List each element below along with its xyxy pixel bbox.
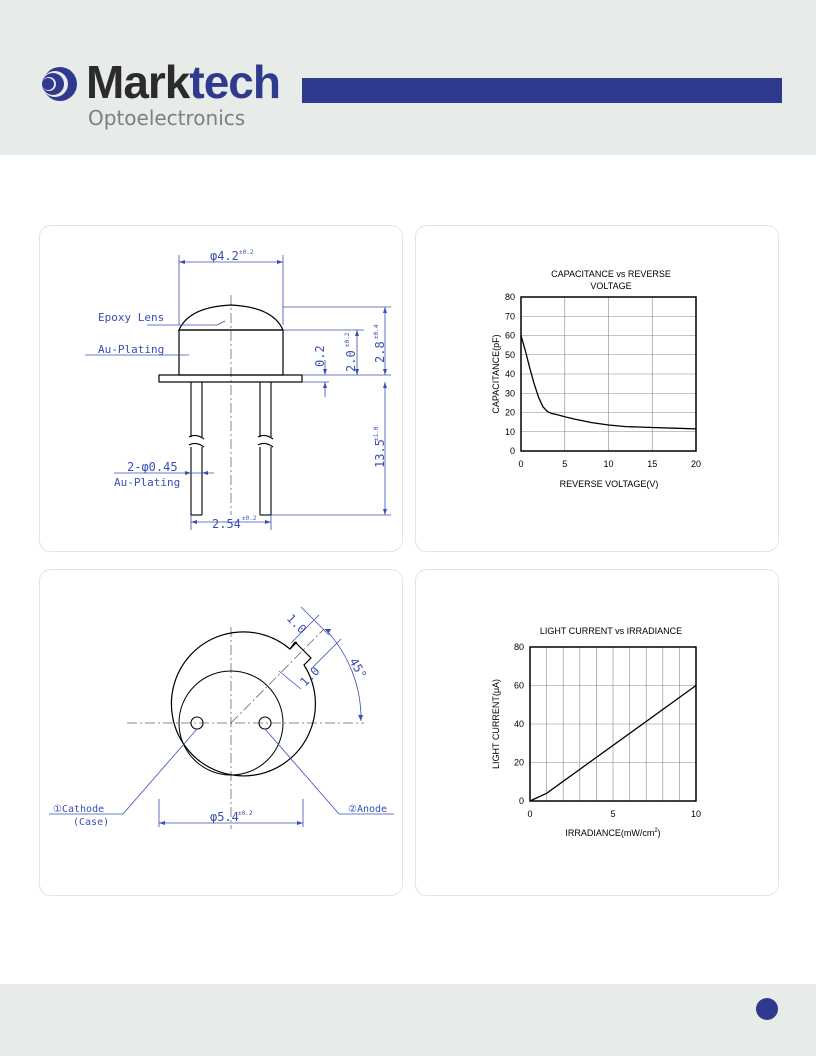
dim-2-8-label: 2.8 <box>373 341 387 363</box>
pitch-label: 2.54 <box>212 517 241 531</box>
cap-ytick-label: 70 <box>504 311 515 322</box>
tab-width-label: 1.0 <box>283 611 310 637</box>
dim-2-0-tol: ±0.2 <box>344 332 351 347</box>
cap-ytick-label: 80 <box>504 292 515 302</box>
marktech-logo-icon <box>42 64 82 104</box>
side-view-drawing <box>39 225 401 550</box>
dim-0-2-label: 0.2 <box>313 345 327 367</box>
cap-ytick-label: 30 <box>504 388 515 399</box>
lc-xlabel-end: ) <box>657 828 661 838</box>
lead-plating-label: Au-Plating <box>114 476 181 489</box>
page-marker-dot <box>756 998 778 1020</box>
lc-chart-xlabel <box>565 828 660 838</box>
dim-2-8-tol: ±0.4 <box>373 324 380 339</box>
bottom-view-drawing <box>39 569 401 894</box>
header-accent-bar <box>302 78 782 103</box>
au-plating-label: Au-Plating <box>98 343 165 356</box>
side-diameter-tol: ±0.2 <box>239 249 254 256</box>
cap-xtick-label: 5 <box>562 459 568 469</box>
lc-xtick-label: 0 <box>527 809 533 819</box>
cap-ytick-label: 60 <box>504 330 515 341</box>
lc-chart-ylabel: LIGHT CURRENT(μA) <box>491 678 501 770</box>
cap-xtick-label: 10 <box>603 459 614 469</box>
light-current-chart <box>415 569 777 894</box>
brand-name <box>86 56 280 108</box>
epoxy-lens-label: Epoxy Lens <box>98 311 165 324</box>
pitch-tol: ±0.2 <box>242 515 257 522</box>
footer-band <box>0 984 816 1056</box>
lc-ytick-label: 40 <box>513 719 524 729</box>
side-diameter-label: φ4.2 <box>210 249 239 263</box>
cap-chart-ticks <box>505 292 701 469</box>
tab-length-label: 1.0 <box>297 663 323 690</box>
bottom-diameter-tol: ±0.2 <box>238 810 253 817</box>
lc-xtick-label: 10 <box>690 809 702 819</box>
cap-ytick-label: 50 <box>504 349 515 360</box>
cap-ytick-label: 10 <box>504 426 515 437</box>
dim-2-0-label: 2.0 <box>344 350 358 372</box>
angle-label: 45° <box>346 655 370 682</box>
lc-ytick-label: 0 <box>518 796 524 806</box>
cap-chart-xlabel: REVERSE VOLTAGE(V) <box>559 479 659 489</box>
cap-ytick-label: 40 <box>504 369 515 379</box>
brand-subtitle: Optoelectronics <box>88 106 246 130</box>
cap-xtick-label: 20 <box>690 459 702 469</box>
cap-ytick-label: 20 <box>504 407 515 418</box>
lead-diameter-label: 2-φ0.45 <box>127 460 178 474</box>
cap-chart-ylabel: CAPACITANCE(pF) <box>491 334 501 414</box>
lc-ytick-label: 60 <box>513 680 524 691</box>
brand-name-part1: Mark <box>86 56 190 108</box>
case-label: (Case) <box>73 817 110 828</box>
lc-ytick-label: 20 <box>513 757 524 768</box>
anode-label: ②Anode <box>348 804 388 815</box>
lc-ytick-label: 80 <box>513 642 524 652</box>
cap-ytick-label: 0 <box>509 446 515 456</box>
lc-chart-ticks <box>514 642 701 819</box>
cap-xtick-label: 15 <box>647 459 658 469</box>
lc-xlabel-sup: 2 <box>654 828 658 834</box>
lc-xtick-label: 5 <box>610 809 616 819</box>
lc-chart-title: LIGHT CURRENT vs IRRADIANCE <box>539 626 683 636</box>
dim-13-5-label: 13.5 <box>373 439 387 468</box>
brand-name-part2: tech <box>189 56 280 108</box>
cap-chart-title-line2: VOLTAGE <box>590 281 632 291</box>
lc-xlabel-main: IRRADIANCE(mW/cm <box>565 828 655 838</box>
cap-xtick-label: 0 <box>518 459 524 469</box>
bottom-diameter-label: φ5.4 <box>210 810 239 824</box>
lc-chart-grid <box>530 647 696 801</box>
cathode-label: ①Cathode <box>53 804 105 815</box>
dim-13-5-tol: ±1.0 <box>373 426 380 441</box>
capacitance-chart <box>415 225 777 550</box>
cap-chart-title-line1: CAPACITANCE vs REVERSE <box>551 269 671 279</box>
